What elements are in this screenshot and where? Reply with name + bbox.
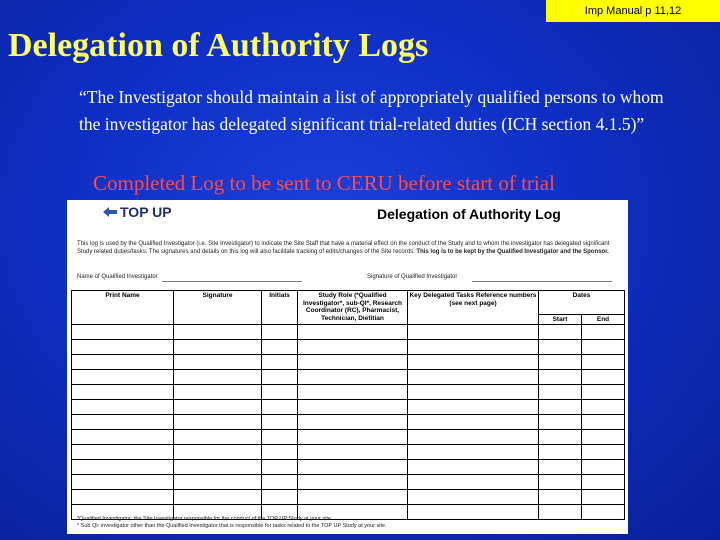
table-cell [262, 475, 298, 490]
table-cell [262, 340, 298, 355]
table-cell [72, 385, 174, 400]
table-cell [582, 400, 625, 415]
table-cell [408, 490, 539, 505]
table-cell [539, 445, 582, 460]
table-cell [298, 355, 408, 370]
table-cell [582, 490, 625, 505]
table-cell [262, 400, 298, 415]
col-study-role: Study Role (*Qualified Investigator*, sub-QI*, Research Coordinator (RC), Pharmacist, Technician, Dietitian [298, 291, 408, 325]
table-cell [582, 445, 625, 460]
table-cell [298, 445, 408, 460]
table-cell [539, 490, 582, 505]
table-cell [174, 325, 262, 340]
col-key-tasks: Key Delegated Tasks Reference numbers (see next page) [408, 291, 539, 325]
table-cell [582, 325, 625, 340]
table-cell [408, 445, 539, 460]
table-cell [262, 490, 298, 505]
table-cell [582, 430, 625, 445]
table-cell [408, 415, 539, 430]
table-cell [582, 475, 625, 490]
table-cell [174, 490, 262, 505]
table-cell [408, 340, 539, 355]
table-cell [539, 385, 582, 400]
table-cell [582, 385, 625, 400]
table-cell [72, 370, 174, 385]
subheading: Completed Log to be sent to CERU before start of trial [93, 171, 555, 195]
table-cell [298, 430, 408, 445]
table-cell [174, 355, 262, 370]
intro-text [77, 240, 622, 256]
intro-text-part2: This log is to be kept by the Qualified Investigator and the Sponsor. [416, 249, 609, 255]
col-start: Start [539, 315, 582, 325]
table-row [72, 370, 625, 385]
table-cell [539, 460, 582, 475]
table-cell [174, 460, 262, 475]
ich-quote: “The Investigator should maintain a list of appropriately qualified persons to whom the investigator has delegated significant trial-related duties (ICH section 4.1.5)” [79, 87, 664, 134]
table-row [72, 385, 625, 400]
arrow-logo-icon [103, 206, 117, 218]
table-cell [582, 340, 625, 355]
intro-text-part1: This log is used by the Qualified Investigator (i.e. Site Investigator) to indicate the Site Staff that have a material effect on the conduct of the Study and to whom the investigator has delegated significant Study related duties/tasks. The signatures and details on this log will also facilitate tracking of edits/changes of the Site records. [77, 241, 610, 255]
table-cell [72, 475, 174, 490]
slide-title: Delegation of Authority Logs [8, 27, 429, 64]
table-row [72, 400, 625, 415]
table-row [72, 430, 625, 445]
table-cell [72, 355, 174, 370]
table-cell [298, 415, 408, 430]
table-cell [408, 385, 539, 400]
table-cell [298, 385, 408, 400]
table-cell [539, 430, 582, 445]
qi-signature-label: Signature of Qualified Investigator [367, 274, 458, 280]
qi-name-line [162, 281, 302, 282]
table-cell [174, 430, 262, 445]
table-cell [174, 475, 262, 490]
delegation-log-table [71, 290, 625, 520]
table-cell [174, 340, 262, 355]
table-cell [539, 325, 582, 340]
table-cell [582, 505, 625, 520]
table-row [72, 445, 625, 460]
footnotes [77, 516, 387, 529]
table-cell [72, 415, 174, 430]
table-cell [298, 325, 408, 340]
logo-text: TOP UP [120, 204, 172, 220]
table-cell [298, 400, 408, 415]
table-cell [408, 370, 539, 385]
table-cell [262, 430, 298, 445]
table-cell [72, 445, 174, 460]
table-cell [408, 475, 539, 490]
table-row [72, 415, 625, 430]
col-initials: Initials [262, 291, 298, 325]
delegation-log-document [67, 200, 628, 534]
table-row [72, 325, 625, 340]
table-row [72, 355, 625, 370]
col-print-name: Print Name [72, 291, 174, 325]
table-cell [262, 370, 298, 385]
col-dates: Dates [539, 291, 625, 315]
table-cell [539, 505, 582, 520]
table-cell [298, 460, 408, 475]
table-cell [174, 385, 262, 400]
qi-signature-line [472, 281, 612, 282]
table-cell [298, 340, 408, 355]
table-cell [262, 385, 298, 400]
table-cell [262, 445, 298, 460]
table-cell [72, 430, 174, 445]
table-cell [72, 460, 174, 475]
table-cell [174, 400, 262, 415]
footnote-qi: *Qualified Investigator: the Site Investigator responsible for the conduct of the TOP UP Study at your site [77, 516, 331, 522]
table-cell [262, 460, 298, 475]
table-cell [298, 490, 408, 505]
table-cell [582, 370, 625, 385]
table-cell [72, 490, 174, 505]
document-title: Delegation of Authority Log [377, 206, 561, 222]
table-cell [408, 355, 539, 370]
table-cell [582, 460, 625, 475]
table-cell [262, 325, 298, 340]
table-cell [262, 355, 298, 370]
table-cell [539, 370, 582, 385]
qi-name-label: Name of Qualified Investigator [77, 274, 158, 280]
table-cell [539, 400, 582, 415]
table-cell [539, 475, 582, 490]
table-cell [72, 400, 174, 415]
manual-reference-tag: Imp Manual p 11,12 [546, 0, 720, 22]
table-cell [408, 325, 539, 340]
table-cell [262, 415, 298, 430]
table-cell [72, 340, 174, 355]
log-body [72, 325, 625, 520]
table-cell [408, 505, 539, 520]
table-row [72, 460, 625, 475]
table-row [72, 340, 625, 355]
table-cell [539, 340, 582, 355]
table-cell [298, 370, 408, 385]
col-signature: Signature [174, 291, 262, 325]
table-cell [582, 355, 625, 370]
table-cell [174, 370, 262, 385]
table-cell [408, 460, 539, 475]
logo [103, 204, 172, 220]
table-cell [298, 475, 408, 490]
table-row [72, 490, 625, 505]
col-end: End [582, 315, 625, 325]
table-row [72, 475, 625, 490]
table-cell [539, 415, 582, 430]
table-cell [582, 415, 625, 430]
footnote-sub-qi: * Sub QI: investigator other than the Qualified Investigator that is responsible for tasks related to the TOP UP Study at your site. [77, 522, 387, 529]
table-cell [174, 445, 262, 460]
table-cell [408, 430, 539, 445]
table-cell [408, 400, 539, 415]
table-cell [174, 415, 262, 430]
table-cell [539, 355, 582, 370]
table-cell [72, 325, 174, 340]
